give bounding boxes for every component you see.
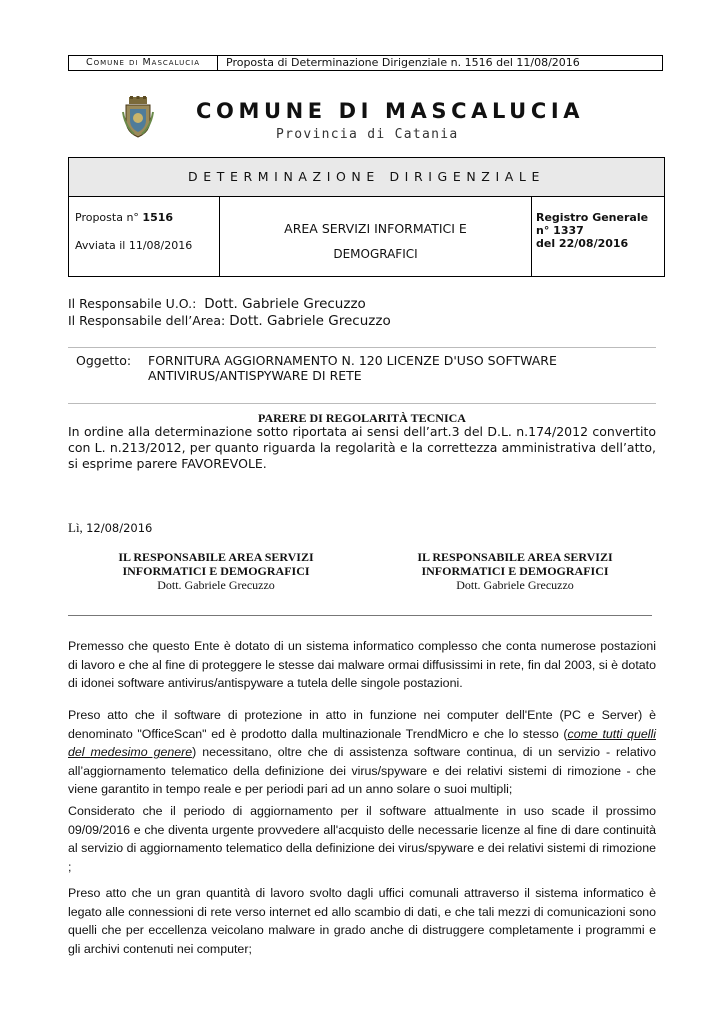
registro-line-3: del 22/08/2016: [536, 237, 629, 250]
responsabile-area-name: Dott. Gabriele Grecuzzo: [229, 313, 391, 329]
paragraph-preso-atto-1-emphasis: come tutti quelli del medesimo genere: [68, 726, 656, 759]
paragraph-preso-atto-1: [68, 706, 656, 799]
responsabile-area: [68, 313, 391, 329]
parere-text: In ordine alla determinazione sotto riportata ai sensi dell’art.3 del D.L. n.174/2012 convertito con L. n.213/2012, per quanto riguarda la regolarità e la correttezza amministrativa dell’atto, si esprime parere FAVOREVOLE.: [68, 424, 656, 471]
signature-right-line-2: INFORMATICI E DEMOGRAFICI: [421, 564, 609, 578]
paragraph-preso-atto-1-part-b: ) necessitano, oltre che di assistenza software continua, di un servizio - relativo all’aggiornamento telematico della definizione dei virus/spyware e dei relativi sistemi di rimozione - che viene garantito in tempo reale e per periodi pari ad un anno solare o suoi multipli;: [68, 745, 656, 796]
responsabile-uo: [68, 296, 366, 312]
paragraph-considerato: Considerato che il periodo di aggiornamento per il software attualmente in uso scade il prossimo 09/09/2016 e che diventa urgente provvedere all'acquisto delle necessarie licenze al fine di dare continuità al servizio di aggiornamento telematico della definizione dei virus/spyware e dei relativi sistemi di rimozione ;: [68, 804, 656, 874]
signature-left-line-1: IL RESPONSABILE AREA SERVIZI: [118, 550, 314, 564]
provincia-subtitle: Provincia di Catania: [276, 127, 459, 142]
signature-right-name: Dott. Gabriele Grecuzzo: [456, 578, 574, 592]
sign-date: 12/08/2016: [86, 521, 153, 535]
avviata-date: Avviata il 11/08/2016: [75, 239, 193, 252]
comune-title: COMUNE DI MASCALUCIA: [196, 99, 585, 123]
signature-left-line-2: INFORMATICI E DEMOGRAFICI: [122, 564, 310, 578]
place-label: Lì,: [68, 520, 83, 535]
parere-title: PARERE DI REGOLARITÀ TECNICA: [258, 411, 466, 425]
determinazione-heading: DETERMINAZIONE DIRIGENZIALE: [69, 158, 664, 197]
registro-cell: [532, 197, 664, 276]
proposta-label: Proposta n°: [75, 211, 139, 224]
responsabile-area-label: Il Responsabile dell’Area:: [68, 313, 226, 328]
determinazione-box: [68, 157, 665, 277]
coat-of-arms-icon: [122, 96, 154, 138]
signature-right: [385, 550, 645, 592]
header-comune: Comune di Mascalucia: [69, 56, 218, 70]
signature-left: [86, 550, 346, 592]
oggetto-line-1: FORNITURA AGGIORNAMENTO N. 120 LICENZE D'USO SOFTWARE: [148, 353, 557, 368]
area-line-1: AREA SERVIZI INFORMATICI E: [284, 221, 467, 236]
signature-left-name: Dott. Gabriele Grecuzzo: [157, 578, 275, 592]
proposta-number: 1516: [142, 211, 174, 224]
document-header-strip: [68, 55, 663, 71]
responsabile-uo-name: Dott. Gabriele Grecuzzo: [204, 296, 366, 312]
paragraph-preso-atto-2: Preso atto che un gran quantità di lavoro svolto dagli uffici comunali attraverso il sistema informatico è legato alle connessioni di rete verso internet ed allo scambio di dati, e che tali mezzi di comunicazioni sono quelli che per eccellenza veicolano malware in grado anche di distruggere completamente i programmi e gli archivi contenuti nei computer;: [68, 886, 656, 956]
paragraph-preso-atto-1-part-a: Preso atto che il software di protezione in atto in funzione nei computer dell'Ente (PC e Server) è denominato "OfficeScan" ed è prodotto dalla multinazionale TrendMicro e che lo stesso (: [68, 708, 656, 741]
proposta-line: [75, 211, 173, 224]
proposta-cell: [69, 197, 220, 276]
divider: [68, 615, 652, 616]
registro-generale: [536, 211, 648, 250]
place-date: [68, 520, 152, 536]
oggetto-line-2: ANTIVIRUS/ANTISPYWARE DI RETE: [148, 368, 362, 383]
oggetto-label: Oggetto:: [76, 353, 132, 368]
paragraph-premesso: Premesso che questo Ente è dotato di un sistema informatico complesso che conta numerose postazioni di lavoro e che al fine di proteggere le stesse dai malware ormai diffusissimi in rete, fin dal 2003, si è dotato di idonei software antivirus/antispyware a tutela delle singole postazioni.: [68, 639, 656, 690]
header-proposta: Proposta di Determinazione Dirigenziale n. 1516 del 11/08/2016: [226, 56, 580, 69]
divider: [68, 347, 656, 348]
responsabile-uo-label: Il Responsabile U.O.:: [68, 296, 197, 311]
divider: [68, 403, 656, 404]
oggetto-text: [148, 353, 628, 383]
registro-line-2: n° 1337: [536, 224, 584, 237]
signature-right-line-1: IL RESPONSABILE AREA SERVIZI: [417, 550, 613, 564]
area-line-2: DEMOGRAFICI: [333, 247, 418, 261]
area-cell: [220, 197, 532, 276]
registro-line-1: Registro Generale: [536, 211, 649, 224]
